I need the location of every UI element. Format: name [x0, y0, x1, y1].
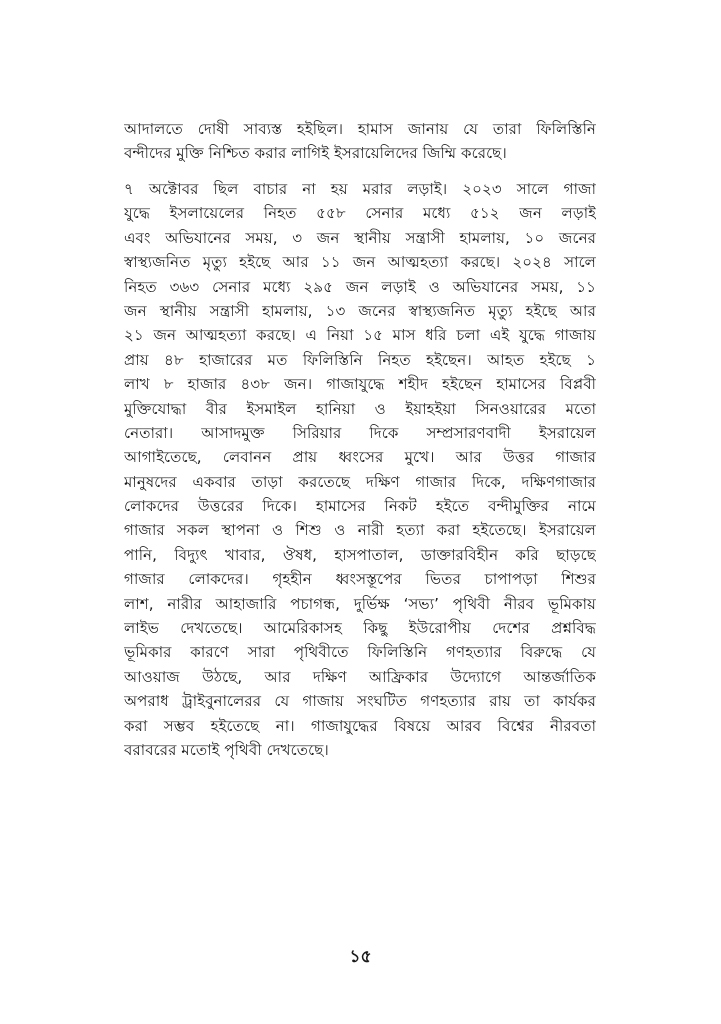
paragraph-1 [124, 117, 596, 166]
text-line: আগাইতেছে, লেবানন প্রায় ধ্বংসের মুখে। আর উত্তর গাজার [124, 448, 596, 467]
text-line: ভূমিকার কারণে সারা পৃথিবীতে ফিলিস্তিনি গণহত্যার বিরুদ্ধে যে [124, 643, 596, 662]
text-line: মুক্তিযোদ্ধা বীর ইসমাইল হানিয়া ও ইয়াহইয়া সিনওয়ারের মতো [124, 399, 596, 418]
text-line: লাশ, নারীর আহাজারি পচাগন্ধ, দুর্ভিক্ষ ‘সভ্য’ পৃথিবী নীরব ভূমিকায় [124, 594, 596, 613]
text-line: পানি, বিদ্যুৎ খাবার, ঔষধ, হাসপাতাল, ডাক্তারবিহীন করি ছাড়ছে [124, 545, 596, 564]
text-line: জন স্থানীয় সন্ত্রাসী হামলায়, ১৩ জনের স্বাস্থ্যজনিত মৃত্যু হইছে আর [124, 301, 596, 320]
text-line: বন্দীদের মুক্তি নিশ্চিত করার লাগিই ইসরায়েলিদের জিম্মি করেছে। [124, 144, 507, 163]
text-line: লোকদের উত্তরের দিকে। হামাসের নিকট হইতে বন্দীমুক্তির নামে [124, 497, 596, 516]
page-number: ১৫ [349, 947, 372, 967]
text-line: লাইভ দেখতেছে। আমেরিকাসহ কিছু ইউরোপীয় দেশের প্রশ্নবিদ্ধ [124, 619, 596, 638]
text-line: লাখ ৮ হাজার ৪৩৮ জন। গাজাযুদ্ধে শহীদ হইছেন হামাসের বিপ্লবী [124, 375, 596, 394]
text-line: অপরাধ ট্রাইবুনালেরর যে গাজায় সংঘটিত গণহত্যার রায় তা কার্যকর [124, 692, 596, 711]
text-line: ৭ অক্টোবর ছিল বাচার না হয় মরার লড়াই। ২০২৩ সালে গাজা [124, 180, 596, 198]
text-line: গাজার সকল স্থাপনা ও শিশু ও নারী হত্যা করা হইতেছে। ইসরায়েল [124, 521, 596, 540]
text-line: মানুষদের একবার তাড়া করতেছে দক্ষিণ গাজার দিকে, দক্ষিণগাজার [124, 472, 596, 491]
text-line: নেতারা। আসাদমুক্ত সিরিয়ার দিকে সম্প্রসারণবাদী ইসরায়েল [124, 423, 596, 442]
text-line: আদালতে দোষী সাব্যস্ত হইছিল। হামাস জানায় যে তারা ফিলিস্তিনি [124, 120, 596, 138]
paragraph-2 [124, 177, 596, 762]
text-line: বরাবরের মতোই পৃথিবী দেখতেছে। [124, 740, 329, 759]
text-line: যুদ্ধে ইসলায়েলের নিহত ৫৫৮ সেনার মধ্যে ৫১২ জন লড়াই [124, 204, 596, 223]
text-line: এবং অভিযানের সময়, ৩ জন স্থানীয় সন্ত্রাসী হামলায়, ১০ জনের [124, 228, 596, 247]
text-line: প্রায় ৪৮ হাজারের মত ফিলিস্তিনি নিহত হইছেন। আহত হইছে ১ [124, 350, 596, 369]
text-line: স্বাস্থ্যজনিত মৃত্যু হইছে আর ১১ জন আত্মহত্যা করছে। ২০২৪ সালে [124, 253, 596, 272]
text-line: নিহত ৩৬৩ সেনার মধ্যে ২৯৫ জন লড়াই ও অভিযানের সময়, ১১ [124, 277, 596, 296]
text-line: গাজার লোকদের। গৃহহীন ধ্বংসস্তূপের ভিতর চাপাপড়া শিশুর [124, 570, 596, 589]
text-line: ২১ জন আত্মহত্যা করছে। এ নিয়া ১৫ মাস ধরি চলা এই যুদ্ধে গাজায় [124, 326, 596, 345]
text-line: আওয়াজ উঠছে, আর দক্ষিণ আফ্রিকার উদ্যোগে আন্তর্জাতিক [124, 667, 596, 686]
text-line: করা সম্ভব হইতেছে না। গাজাযুদ্ধের বিষয়ে আরব বিশ্বের নীরবতা [124, 716, 596, 735]
